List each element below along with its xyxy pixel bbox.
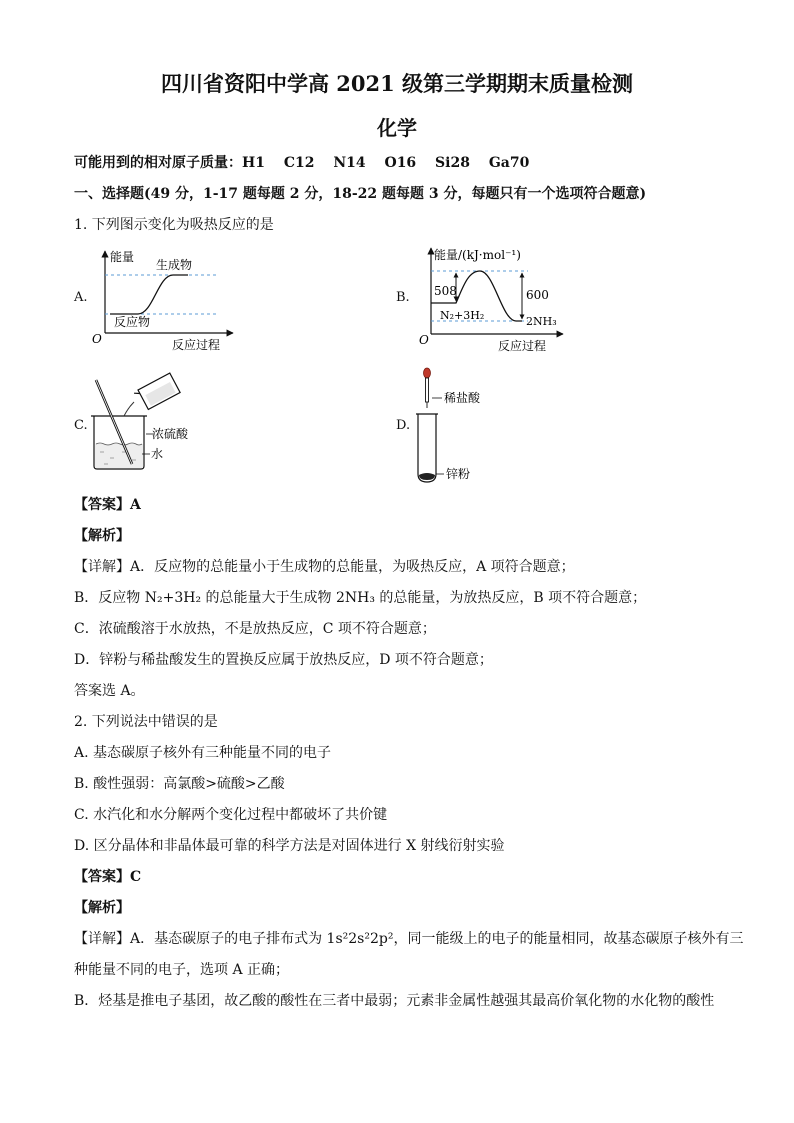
q1b-ylabel: 能量/(kJ·mol⁻¹) xyxy=(434,248,521,262)
q1d-label-dilute-hcl: 稀盐酸 xyxy=(444,391,481,405)
page-title: 四川省资阳中学高 2021 级第三学期期末质量检测 xyxy=(160,71,634,96)
q1c-label-conc-sulfuric-acid: 浓硫酸 xyxy=(152,427,189,441)
zinc-powder xyxy=(419,473,435,480)
q2-detail-line: 种能量不同的电子，选项 A 正确； xyxy=(74,962,290,978)
q1a-product-label: 生成物 xyxy=(156,258,193,272)
acid-bottle-icon xyxy=(134,373,181,412)
q1b-reactant-label: N₂+3H₂ xyxy=(440,309,485,322)
q1-option-d-test-tube-illustration xyxy=(412,366,522,486)
q2-option: D. 区分晶体和非晶体最可靠的科学方法是对固体进行 X 射线衍射实验 xyxy=(74,838,505,854)
q1b-xlabel: 反应过程 xyxy=(498,339,547,353)
dropper-bulb-icon xyxy=(424,368,431,378)
q1a-reactant-label: 反应物 xyxy=(114,315,151,329)
q1-option-c-letter: C. xyxy=(74,418,88,433)
q2-option: B. 酸性强弱：高氯酸>硫酸>乙酸 xyxy=(74,776,285,792)
q1-option-b-letter: B. xyxy=(396,290,410,305)
water-fill xyxy=(95,444,143,468)
subject-title: 化学 xyxy=(377,116,417,140)
q2-option: A. 基态碳原子核外有三种能量不同的电子 xyxy=(74,745,332,761)
q2-analysis-label: 【解析】 xyxy=(74,900,130,916)
q1a-origin: O xyxy=(92,332,102,346)
atomic-masses-line: 可能用到的相对原子质量：H1 C12 N14 O16 Si28 Ga70 xyxy=(74,155,530,171)
q1-detail-line: 答案选 A。 xyxy=(74,683,145,699)
q1b-value-508: 508 xyxy=(434,284,457,298)
q1-option-d-letter: D. xyxy=(396,418,411,433)
q1-detail-line: C．浓硫酸溶于水放热，不是放热反应，C 项不符合题意； xyxy=(74,621,436,637)
q1-detail-line: B．反应物 N₂+3H₂ 的总能量大于生成物 2NH₃ 的总能量，为放热反应，B 项不符合题意； xyxy=(74,590,647,606)
q1-analysis-label: 【解析】 xyxy=(74,528,130,544)
q1c-label-water: 水 xyxy=(151,447,164,461)
q2-stem: 2. 下列说法中错误的是 xyxy=(74,714,218,730)
q2-detail-line: 【详解】A．基态碳原子的电子排布式为 1s²2s²2p²，同一能级上的电子的能量相同，故基态碳原子核外有三 xyxy=(74,931,744,947)
q1b-product-label: 2NH₃ xyxy=(526,315,557,328)
q2-detail-line: B．烃基是推电子基团，故乙酸的酸性在三者中最弱；元素非金属性越强其最高价氧化物的水化物的酸性 xyxy=(74,993,715,1009)
q2-answer: 【答案】C xyxy=(74,869,142,885)
test-tube-icon xyxy=(418,414,436,482)
q1b-origin: O xyxy=(419,333,429,347)
acid-stream xyxy=(124,402,134,416)
q1a-xlabel: 反应过程 xyxy=(172,338,221,352)
q1-answer: 【答案】A xyxy=(74,497,141,513)
q1a-energy-curve xyxy=(110,275,188,314)
dropper-icon xyxy=(426,378,429,402)
q2-option: C. 水汽化和水分解两个变化过程中都破坏了共价键 xyxy=(74,807,388,823)
q1-detail-line: 【详解】A．反应物的总能量小于生成物的总能量，为吸热反应，A 项符合题意； xyxy=(74,559,575,575)
q1-stem: 1. 下列图示变化为吸热反应的是 xyxy=(74,217,274,233)
q1-detail-line: D．锌粉与稀盐酸发生的置换反应属于放热反应，D 项不符合题意； xyxy=(74,652,493,668)
section-heading: 一、选择题(49 分，1-17 题每题 2 分，18-22 题每题 3 分，每题只有一个选项符合题意) xyxy=(74,186,647,202)
q1-option-a-letter: A. xyxy=(74,290,88,305)
q1b-value-600: 600 xyxy=(526,288,549,302)
q1-option-b-energy-diagram xyxy=(418,242,568,357)
q1a-ylabel: 能量 xyxy=(110,250,135,264)
q1-option-c-beaker-illustration xyxy=(88,372,233,472)
q1-option-a-energy-diagram xyxy=(88,245,238,355)
q1d-label-zinc-powder: 锌粉 xyxy=(446,467,471,481)
